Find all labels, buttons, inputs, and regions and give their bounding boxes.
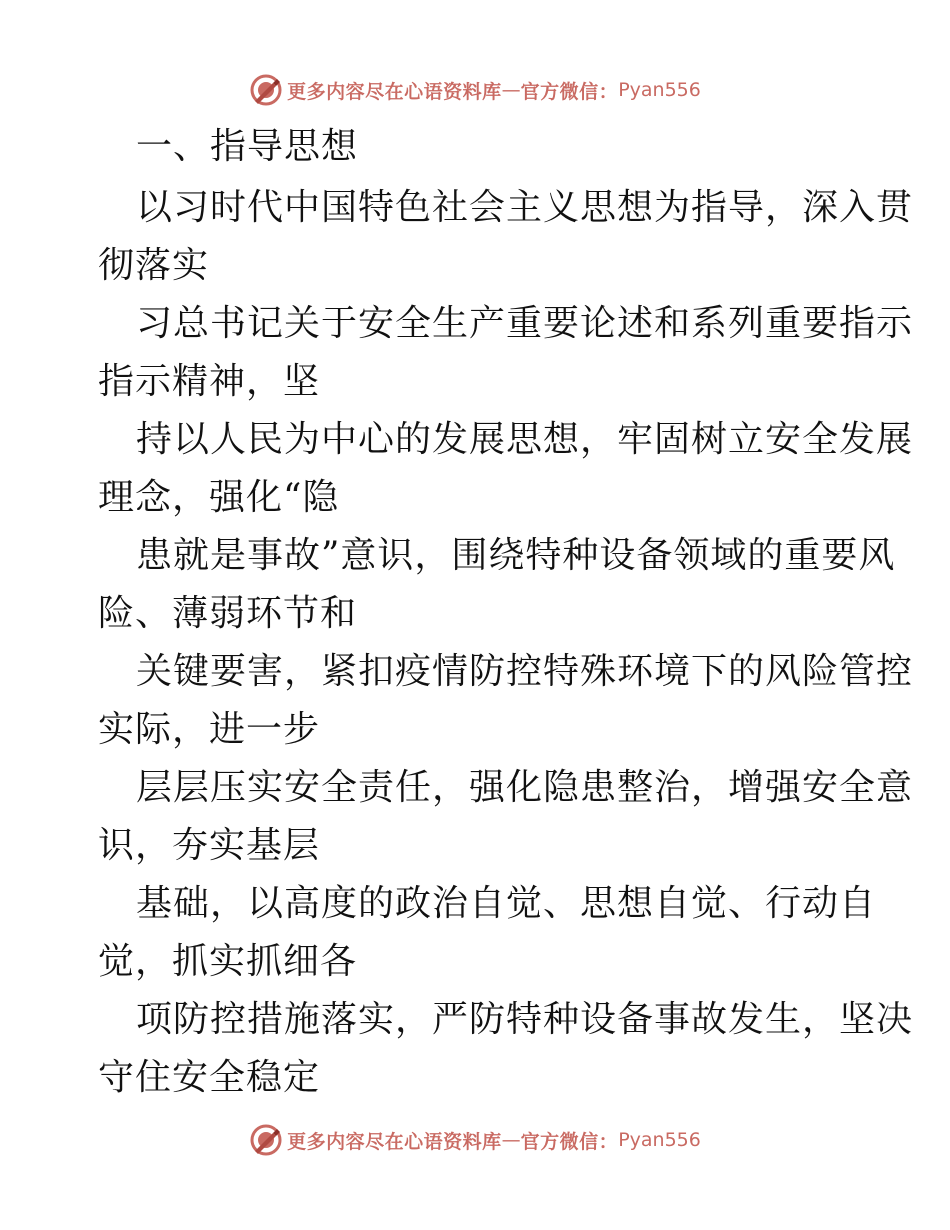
paragraph-line: 持以人民为中心的发展思想，牢固树立安全发展 — [136, 419, 914, 460]
paragraph-line: 理念，强化“隐 — [98, 477, 340, 518]
paragraph-line: 基础，以高度的政治自觉、思想自觉、行动自 — [136, 883, 877, 924]
watermark-wechat-label: 官方微信： — [520, 80, 619, 103]
watermark-footer — [0, 1120, 950, 1160]
paragraph-line: 觉，抓实抓细各 — [98, 941, 358, 982]
watermark-header — [0, 70, 950, 110]
watermark-separator: — — [501, 1129, 521, 1151]
watermark-wechat-label: 官方微信： — [520, 1130, 619, 1153]
paragraph-line: 以习时代中国特色社会主义思想为指导，深入贯 — [136, 187, 914, 228]
paragraph-line: 彻落实 — [98, 245, 210, 286]
paragraph-line: 层层压实安全责任，强化隐患整治，增强安全意 — [136, 767, 914, 808]
section-heading: 一、指导思想 — [136, 126, 359, 167]
watermark-site-text: 更多内容尽在心语资料库 — [287, 1130, 502, 1153]
pen-logo-icon — [249, 1123, 283, 1157]
watermark-wechat-id: Pyan556 — [618, 79, 701, 101]
paragraph-line: 守住安全稳定 — [98, 1057, 321, 1098]
paragraph-line: 识，夯实基层 — [98, 825, 321, 866]
paragraph-line: 关键要害，紧扣疫情防控特殊环境下的风险管控 — [136, 651, 914, 692]
paragraph-line: 项防控措施落实，严防特种设备事故发生，坚决 — [136, 999, 914, 1040]
document-body — [98, 118, 914, 1107]
pen-logo-icon — [249, 73, 283, 107]
paragraph-line: 实际，进一步 — [98, 709, 321, 750]
watermark-wechat-id: Pyan556 — [618, 1129, 701, 1151]
watermark-site-text: 更多内容尽在心语资料库 — [287, 80, 502, 103]
watermark-separator: — — [501, 79, 521, 101]
paragraph-line: 习总书记关于安全生产重要论述和系列重要指示 — [136, 303, 914, 344]
paragraph-line: 险、薄弱环节和 — [98, 593, 358, 634]
paragraph-line: 患就是事故”意识，围绕特种设备领域的重要风 — [136, 535, 896, 576]
paragraph-line: 指示精神，坚 — [98, 361, 321, 402]
